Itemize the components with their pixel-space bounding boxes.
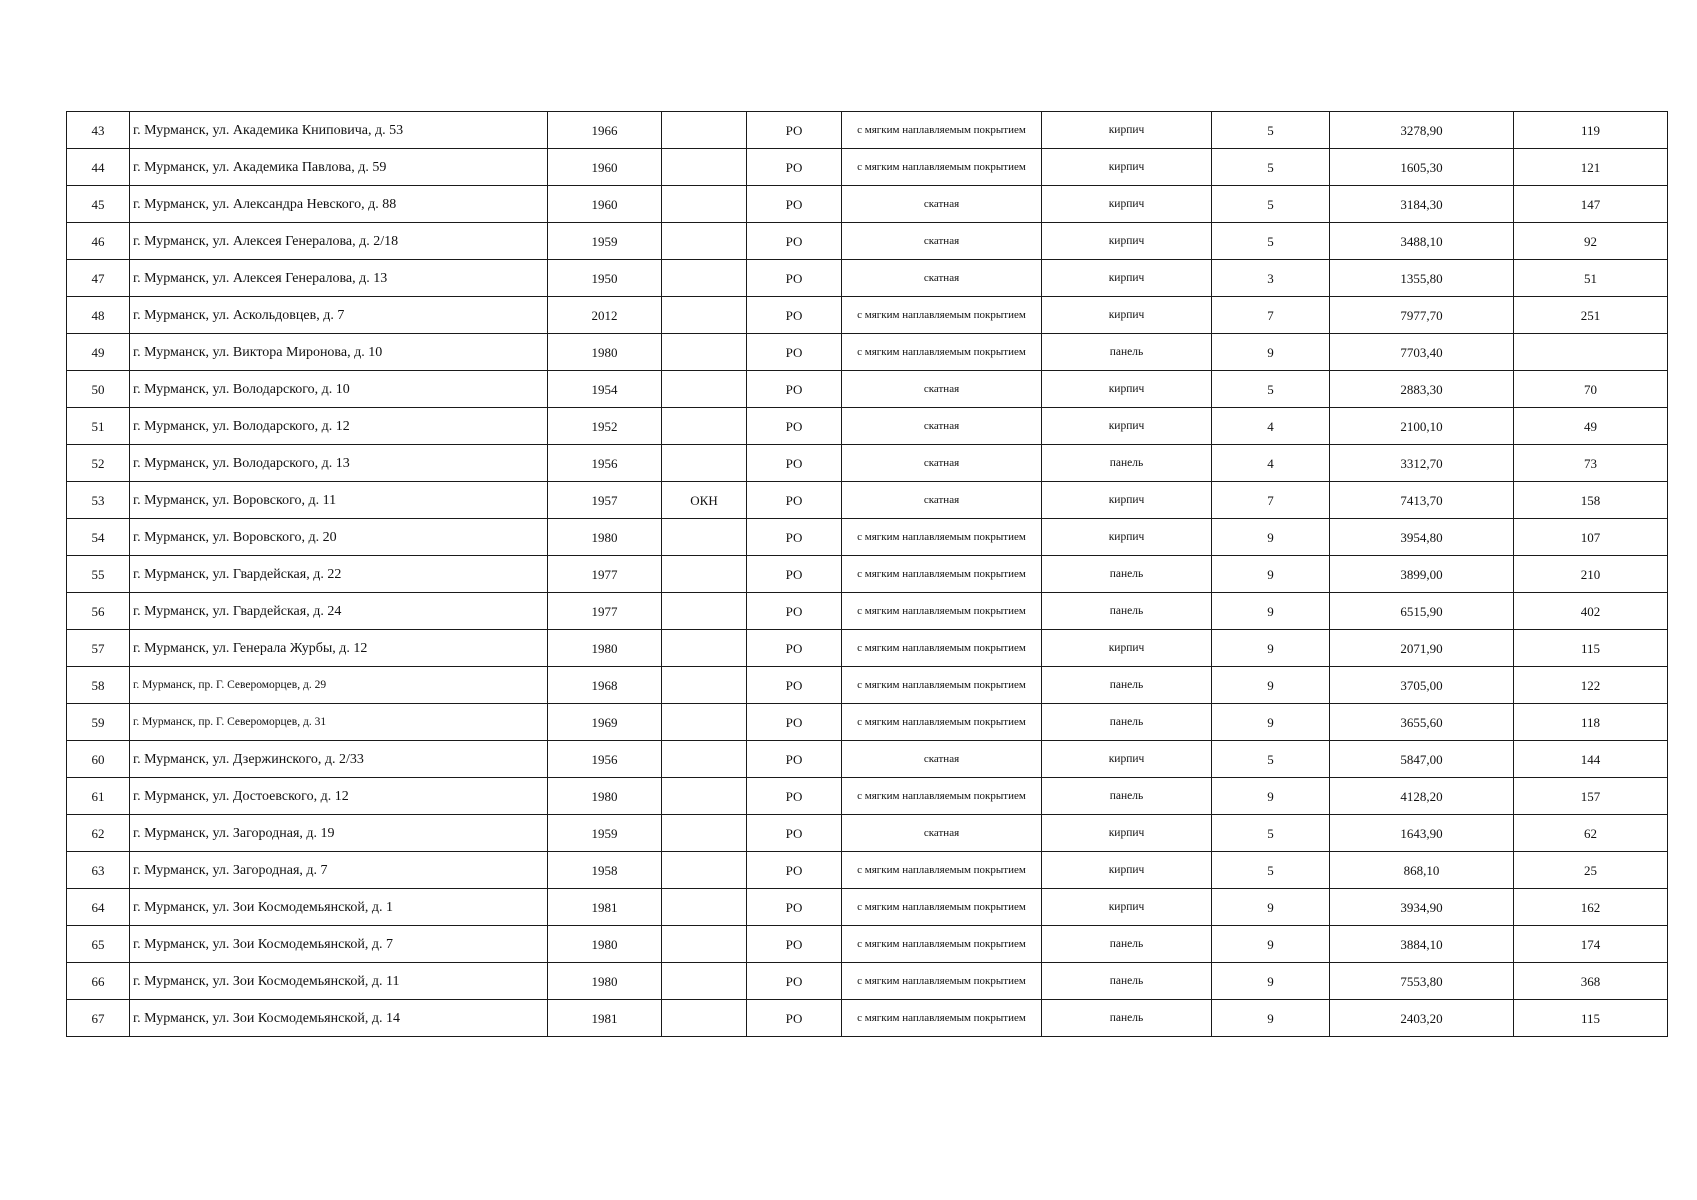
row-number-cell: 57 [67, 630, 130, 667]
build-year-cell: 1980 [548, 963, 662, 1000]
floors-cell: 9 [1212, 778, 1330, 815]
build-year-cell: 1966 [548, 112, 662, 149]
wall-material-cell: кирпич [1042, 371, 1212, 408]
table-row [67, 260, 1668, 297]
program-cell: РО [747, 556, 842, 593]
row-number-cell: 46 [67, 223, 130, 260]
residents-cell: 174 [1514, 926, 1668, 963]
address-cell: г. Мурманск, ул. Алексея Генералова, д. 13 [130, 260, 548, 297]
area-cell: 1643,90 [1330, 815, 1514, 852]
row-number-cell: 51 [67, 408, 130, 445]
build-year-cell: 1981 [548, 889, 662, 926]
heritage-status-cell [662, 519, 747, 556]
residents-cell: 251 [1514, 297, 1668, 334]
program-cell: РО [747, 371, 842, 408]
program-cell: РО [747, 112, 842, 149]
area-cell: 7413,70 [1330, 482, 1514, 519]
roof-type-cell: скатная [842, 260, 1042, 297]
floors-cell: 5 [1212, 741, 1330, 778]
roof-type-cell: с мягким наплавляемым покрытием [842, 889, 1042, 926]
wall-material-cell: кирпич [1042, 889, 1212, 926]
heritage-status-cell [662, 556, 747, 593]
address-cell: г. Мурманск, ул. Александра Невского, д. 88 [130, 186, 548, 223]
floors-cell: 9 [1212, 630, 1330, 667]
roof-type-cell: с мягким наплавляемым покрытием [842, 334, 1042, 371]
roof-type-cell: скатная [842, 186, 1042, 223]
area-cell: 7977,70 [1330, 297, 1514, 334]
program-cell: РО [747, 1000, 842, 1037]
program-cell: РО [747, 260, 842, 297]
roof-type-cell: скатная [842, 223, 1042, 260]
roof-type-cell: скатная [842, 741, 1042, 778]
residents-cell: 368 [1514, 963, 1668, 1000]
wall-material-cell: кирпич [1042, 149, 1212, 186]
program-cell: РО [747, 593, 842, 630]
address-cell: г. Мурманск, ул. Дзержинского, д. 2/33 [130, 741, 548, 778]
address-cell: г. Мурманск, ул. Гвардейская, д. 22 [130, 556, 548, 593]
address-cell: г. Мурманск, ул. Достоевского, д. 12 [130, 778, 548, 815]
address-cell: г. Мурманск, ул. Володарского, д. 10 [130, 371, 548, 408]
build-year-cell: 1981 [548, 1000, 662, 1037]
program-cell: РО [747, 223, 842, 260]
residents-cell: 115 [1514, 630, 1668, 667]
program-cell: РО [747, 408, 842, 445]
wall-material-cell: панель [1042, 593, 1212, 630]
address-cell: г. Мурманск, ул. Зои Космодемьянской, д. 7 [130, 926, 548, 963]
program-cell: РО [747, 889, 842, 926]
roof-type-cell: с мягким наплавляемым покрытием [842, 112, 1042, 149]
roof-type-cell: с мягким наплавляемым покрытием [842, 667, 1042, 704]
residents-cell: 121 [1514, 149, 1668, 186]
area-cell: 3954,80 [1330, 519, 1514, 556]
wall-material-cell: кирпич [1042, 482, 1212, 519]
row-number-cell: 45 [67, 186, 130, 223]
heritage-status-cell [662, 667, 747, 704]
heritage-status-cell [662, 371, 747, 408]
table-body [67, 112, 1668, 1037]
row-number-cell: 48 [67, 297, 130, 334]
wall-material-cell: панель [1042, 334, 1212, 371]
roof-type-cell: с мягким наплавляемым покрытием [842, 926, 1042, 963]
table-row [67, 556, 1668, 593]
build-year-cell: 1957 [548, 482, 662, 519]
area-cell: 1355,80 [1330, 260, 1514, 297]
address-cell: г. Мурманск, ул. Академика Книповича, д. 53 [130, 112, 548, 149]
program-cell: РО [747, 815, 842, 852]
program-cell: РО [747, 334, 842, 371]
floors-cell: 5 [1212, 852, 1330, 889]
build-year-cell: 1959 [548, 815, 662, 852]
address-cell: г. Мурманск, ул. Алексея Генералова, д. 2/18 [130, 223, 548, 260]
heritage-status-cell [662, 593, 747, 630]
floors-cell: 7 [1212, 297, 1330, 334]
program-cell: РО [747, 445, 842, 482]
residents-cell: 162 [1514, 889, 1668, 926]
table-row [67, 889, 1668, 926]
table-row [67, 1000, 1668, 1037]
heritage-status-cell [662, 741, 747, 778]
program-cell: РО [747, 149, 842, 186]
residents-cell: 144 [1514, 741, 1668, 778]
program-cell: РО [747, 926, 842, 963]
program-cell: РО [747, 519, 842, 556]
area-cell: 3884,10 [1330, 926, 1514, 963]
area-cell: 3899,00 [1330, 556, 1514, 593]
address-cell: г. Мурманск, ул. Виктора Миронова, д. 10 [130, 334, 548, 371]
heritage-status-cell [662, 445, 747, 482]
address-cell: г. Мурманск, ул. Зои Космодемьянской, д. 11 [130, 963, 548, 1000]
build-year-cell: 1980 [548, 334, 662, 371]
floors-cell: 5 [1212, 149, 1330, 186]
wall-material-cell: кирпич [1042, 260, 1212, 297]
table-row [67, 778, 1668, 815]
floors-cell: 9 [1212, 963, 1330, 1000]
build-year-cell: 1960 [548, 149, 662, 186]
floors-cell: 3 [1212, 260, 1330, 297]
build-year-cell: 1977 [548, 556, 662, 593]
table-row [67, 519, 1668, 556]
table-row [67, 704, 1668, 741]
table-row [67, 482, 1668, 519]
heritage-status-cell: ОКН [662, 482, 747, 519]
area-cell: 868,10 [1330, 852, 1514, 889]
residents-cell: 92 [1514, 223, 1668, 260]
residents-cell: 62 [1514, 815, 1668, 852]
area-cell: 4128,20 [1330, 778, 1514, 815]
table-row [67, 186, 1668, 223]
roof-type-cell: с мягким наплавляемым покрытием [842, 519, 1042, 556]
floors-cell: 5 [1212, 223, 1330, 260]
table-row [67, 630, 1668, 667]
wall-material-cell: кирпич [1042, 186, 1212, 223]
floors-cell: 5 [1212, 186, 1330, 223]
address-cell: г. Мурманск, ул. Генерала Журбы, д. 12 [130, 630, 548, 667]
build-year-cell: 1956 [548, 445, 662, 482]
build-year-cell: 1950 [548, 260, 662, 297]
build-year-cell: 2012 [548, 297, 662, 334]
residents-cell: 210 [1514, 556, 1668, 593]
build-year-cell: 1959 [548, 223, 662, 260]
area-cell: 6515,90 [1330, 593, 1514, 630]
heritage-status-cell [662, 926, 747, 963]
table-row [67, 223, 1668, 260]
program-cell: РО [747, 963, 842, 1000]
heritage-status-cell [662, 149, 747, 186]
row-number-cell: 50 [67, 371, 130, 408]
row-number-cell: 60 [67, 741, 130, 778]
table-row [67, 297, 1668, 334]
roof-type-cell: скатная [842, 815, 1042, 852]
row-number-cell: 53 [67, 482, 130, 519]
build-year-cell: 1968 [548, 667, 662, 704]
table-row [67, 963, 1668, 1000]
residents-cell: 158 [1514, 482, 1668, 519]
table-row [67, 926, 1668, 963]
wall-material-cell: панель [1042, 556, 1212, 593]
wall-material-cell: кирпич [1042, 815, 1212, 852]
row-number-cell: 62 [67, 815, 130, 852]
wall-material-cell: панель [1042, 704, 1212, 741]
row-number-cell: 47 [67, 260, 130, 297]
wall-material-cell: панель [1042, 445, 1212, 482]
roof-type-cell: с мягким наплавляемым покрытием [842, 1000, 1042, 1037]
wall-material-cell: кирпич [1042, 852, 1212, 889]
heritage-status-cell [662, 889, 747, 926]
row-number-cell: 43 [67, 112, 130, 149]
wall-material-cell: панель [1042, 778, 1212, 815]
build-year-cell: 1980 [548, 778, 662, 815]
table-row [67, 112, 1668, 149]
address-cell: г. Мурманск, ул. Зои Космодемьянской, д. 1 [130, 889, 548, 926]
address-cell: г. Мурманск, ул. Воровского, д. 20 [130, 519, 548, 556]
row-number-cell: 63 [67, 852, 130, 889]
table-row [67, 741, 1668, 778]
floors-cell: 9 [1212, 889, 1330, 926]
heritage-status-cell [662, 852, 747, 889]
wall-material-cell: панель [1042, 963, 1212, 1000]
heritage-status-cell [662, 297, 747, 334]
area-cell: 2883,30 [1330, 371, 1514, 408]
residents-cell: 73 [1514, 445, 1668, 482]
area-cell: 3655,60 [1330, 704, 1514, 741]
residents-cell: 118 [1514, 704, 1668, 741]
roof-type-cell: скатная [842, 445, 1042, 482]
row-number-cell: 59 [67, 704, 130, 741]
roof-type-cell: с мягким наплавляемым покрытием [842, 556, 1042, 593]
row-number-cell: 61 [67, 778, 130, 815]
heritage-status-cell [662, 260, 747, 297]
floors-cell: 9 [1212, 704, 1330, 741]
row-number-cell: 65 [67, 926, 130, 963]
row-number-cell: 56 [67, 593, 130, 630]
floors-cell: 5 [1212, 371, 1330, 408]
wall-material-cell: кирпич [1042, 741, 1212, 778]
build-year-cell: 1969 [548, 704, 662, 741]
residents-cell [1514, 334, 1668, 371]
heritage-status-cell [662, 630, 747, 667]
roof-type-cell: с мягким наплавляемым покрытием [842, 149, 1042, 186]
heritage-status-cell [662, 815, 747, 852]
floors-cell: 5 [1212, 815, 1330, 852]
floors-cell: 9 [1212, 556, 1330, 593]
residents-cell: 115 [1514, 1000, 1668, 1037]
table-row [67, 852, 1668, 889]
build-year-cell: 1980 [548, 630, 662, 667]
address-cell: г. Мурманск, ул. Академика Павлова, д. 59 [130, 149, 548, 186]
program-cell: РО [747, 667, 842, 704]
address-cell: г. Мурманск, ул. Аскольдовцев, д. 7 [130, 297, 548, 334]
heritage-status-cell [662, 334, 747, 371]
heritage-status-cell [662, 408, 747, 445]
roof-type-cell: скатная [842, 482, 1042, 519]
area-cell: 1605,30 [1330, 149, 1514, 186]
program-cell: РО [747, 630, 842, 667]
row-number-cell: 58 [67, 667, 130, 704]
program-cell: РО [747, 297, 842, 334]
build-year-cell: 1977 [548, 593, 662, 630]
address-cell: г. Мурманск, пр. Г. Североморцев, д. 31 [130, 704, 548, 741]
roof-type-cell: с мягким наплавляемым покрытием [842, 630, 1042, 667]
floors-cell: 5 [1212, 112, 1330, 149]
wall-material-cell: кирпич [1042, 112, 1212, 149]
roof-type-cell: с мягким наплавляемым покрытием [842, 704, 1042, 741]
table-row [67, 667, 1668, 704]
heritage-status-cell [662, 704, 747, 741]
row-number-cell: 44 [67, 149, 130, 186]
address-cell: г. Мурманск, ул. Воровского, д. 11 [130, 482, 548, 519]
program-cell: РО [747, 482, 842, 519]
roof-type-cell: с мягким наплавляемым покрытием [842, 852, 1042, 889]
row-number-cell: 52 [67, 445, 130, 482]
floors-cell: 9 [1212, 667, 1330, 704]
build-year-cell: 1956 [548, 741, 662, 778]
wall-material-cell: кирпич [1042, 519, 1212, 556]
program-cell: РО [747, 704, 842, 741]
address-cell: г. Мурманск, ул. Гвардейская, д. 24 [130, 593, 548, 630]
area-cell: 2403,20 [1330, 1000, 1514, 1037]
heritage-status-cell [662, 1000, 747, 1037]
residents-cell: 402 [1514, 593, 1668, 630]
build-year-cell: 1980 [548, 519, 662, 556]
area-cell: 2071,90 [1330, 630, 1514, 667]
floors-cell: 4 [1212, 445, 1330, 482]
table-row [67, 593, 1668, 630]
build-year-cell: 1952 [548, 408, 662, 445]
area-cell: 3934,90 [1330, 889, 1514, 926]
table-row [67, 408, 1668, 445]
row-number-cell: 49 [67, 334, 130, 371]
address-cell: г. Мурманск, ул. Загородная, д. 19 [130, 815, 548, 852]
row-number-cell: 67 [67, 1000, 130, 1037]
area-cell: 3184,30 [1330, 186, 1514, 223]
residents-cell: 49 [1514, 408, 1668, 445]
residents-cell: 70 [1514, 371, 1668, 408]
table-row [67, 445, 1668, 482]
residents-cell: 157 [1514, 778, 1668, 815]
residents-cell: 107 [1514, 519, 1668, 556]
program-cell: РО [747, 852, 842, 889]
build-year-cell: 1954 [548, 371, 662, 408]
wall-material-cell: кирпич [1042, 223, 1212, 260]
area-cell: 3278,90 [1330, 112, 1514, 149]
address-cell: г. Мурманск, ул. Володарского, д. 13 [130, 445, 548, 482]
heritage-status-cell [662, 778, 747, 815]
floors-cell: 9 [1212, 593, 1330, 630]
roof-type-cell: с мягким наплавляемым покрытием [842, 297, 1042, 334]
housing-register-table [66, 111, 1668, 1037]
program-cell: РО [747, 186, 842, 223]
heritage-status-cell [662, 186, 747, 223]
wall-material-cell: кирпич [1042, 297, 1212, 334]
wall-material-cell: кирпич [1042, 630, 1212, 667]
address-cell: г. Мурманск, ул. Зои Космодемьянской, д. 14 [130, 1000, 548, 1037]
floors-cell: 4 [1212, 408, 1330, 445]
residents-cell: 119 [1514, 112, 1668, 149]
floors-cell: 9 [1212, 1000, 1330, 1037]
address-cell: г. Мурманск, пр. Г. Североморцев, д. 29 [130, 667, 548, 704]
heritage-status-cell [662, 112, 747, 149]
build-year-cell: 1958 [548, 852, 662, 889]
residents-cell: 51 [1514, 260, 1668, 297]
heritage-status-cell [662, 963, 747, 1000]
residents-cell: 122 [1514, 667, 1668, 704]
area-cell: 3312,70 [1330, 445, 1514, 482]
wall-material-cell: панель [1042, 667, 1212, 704]
area-cell: 7553,80 [1330, 963, 1514, 1000]
build-year-cell: 1960 [548, 186, 662, 223]
row-number-cell: 64 [67, 889, 130, 926]
roof-type-cell: с мягким наплавляемым покрытием [842, 778, 1042, 815]
address-cell: г. Мурманск, ул. Володарского, д. 12 [130, 408, 548, 445]
table-row [67, 149, 1668, 186]
area-cell: 7703,40 [1330, 334, 1514, 371]
build-year-cell: 1980 [548, 926, 662, 963]
row-number-cell: 54 [67, 519, 130, 556]
floors-cell: 9 [1212, 519, 1330, 556]
address-cell: г. Мурманск, ул. Загородная, д. 7 [130, 852, 548, 889]
heritage-status-cell [662, 223, 747, 260]
wall-material-cell: кирпич [1042, 408, 1212, 445]
wall-material-cell: панель [1042, 926, 1212, 963]
table-row [67, 334, 1668, 371]
roof-type-cell: с мягким наплавляемым покрытием [842, 593, 1042, 630]
residents-cell: 147 [1514, 186, 1668, 223]
table-row [67, 815, 1668, 852]
area-cell: 3705,00 [1330, 667, 1514, 704]
floors-cell: 7 [1212, 482, 1330, 519]
wall-material-cell: панель [1042, 1000, 1212, 1037]
roof-type-cell: скатная [842, 408, 1042, 445]
row-number-cell: 55 [67, 556, 130, 593]
table-row [67, 371, 1668, 408]
area-cell: 3488,10 [1330, 223, 1514, 260]
area-cell: 2100,10 [1330, 408, 1514, 445]
program-cell: РО [747, 778, 842, 815]
program-cell: РО [747, 741, 842, 778]
floors-cell: 9 [1212, 926, 1330, 963]
residents-cell: 25 [1514, 852, 1668, 889]
floors-cell: 9 [1212, 334, 1330, 371]
roof-type-cell: скатная [842, 371, 1042, 408]
row-number-cell: 66 [67, 963, 130, 1000]
roof-type-cell: с мягким наплавляемым покрытием [842, 963, 1042, 1000]
area-cell: 5847,00 [1330, 741, 1514, 778]
